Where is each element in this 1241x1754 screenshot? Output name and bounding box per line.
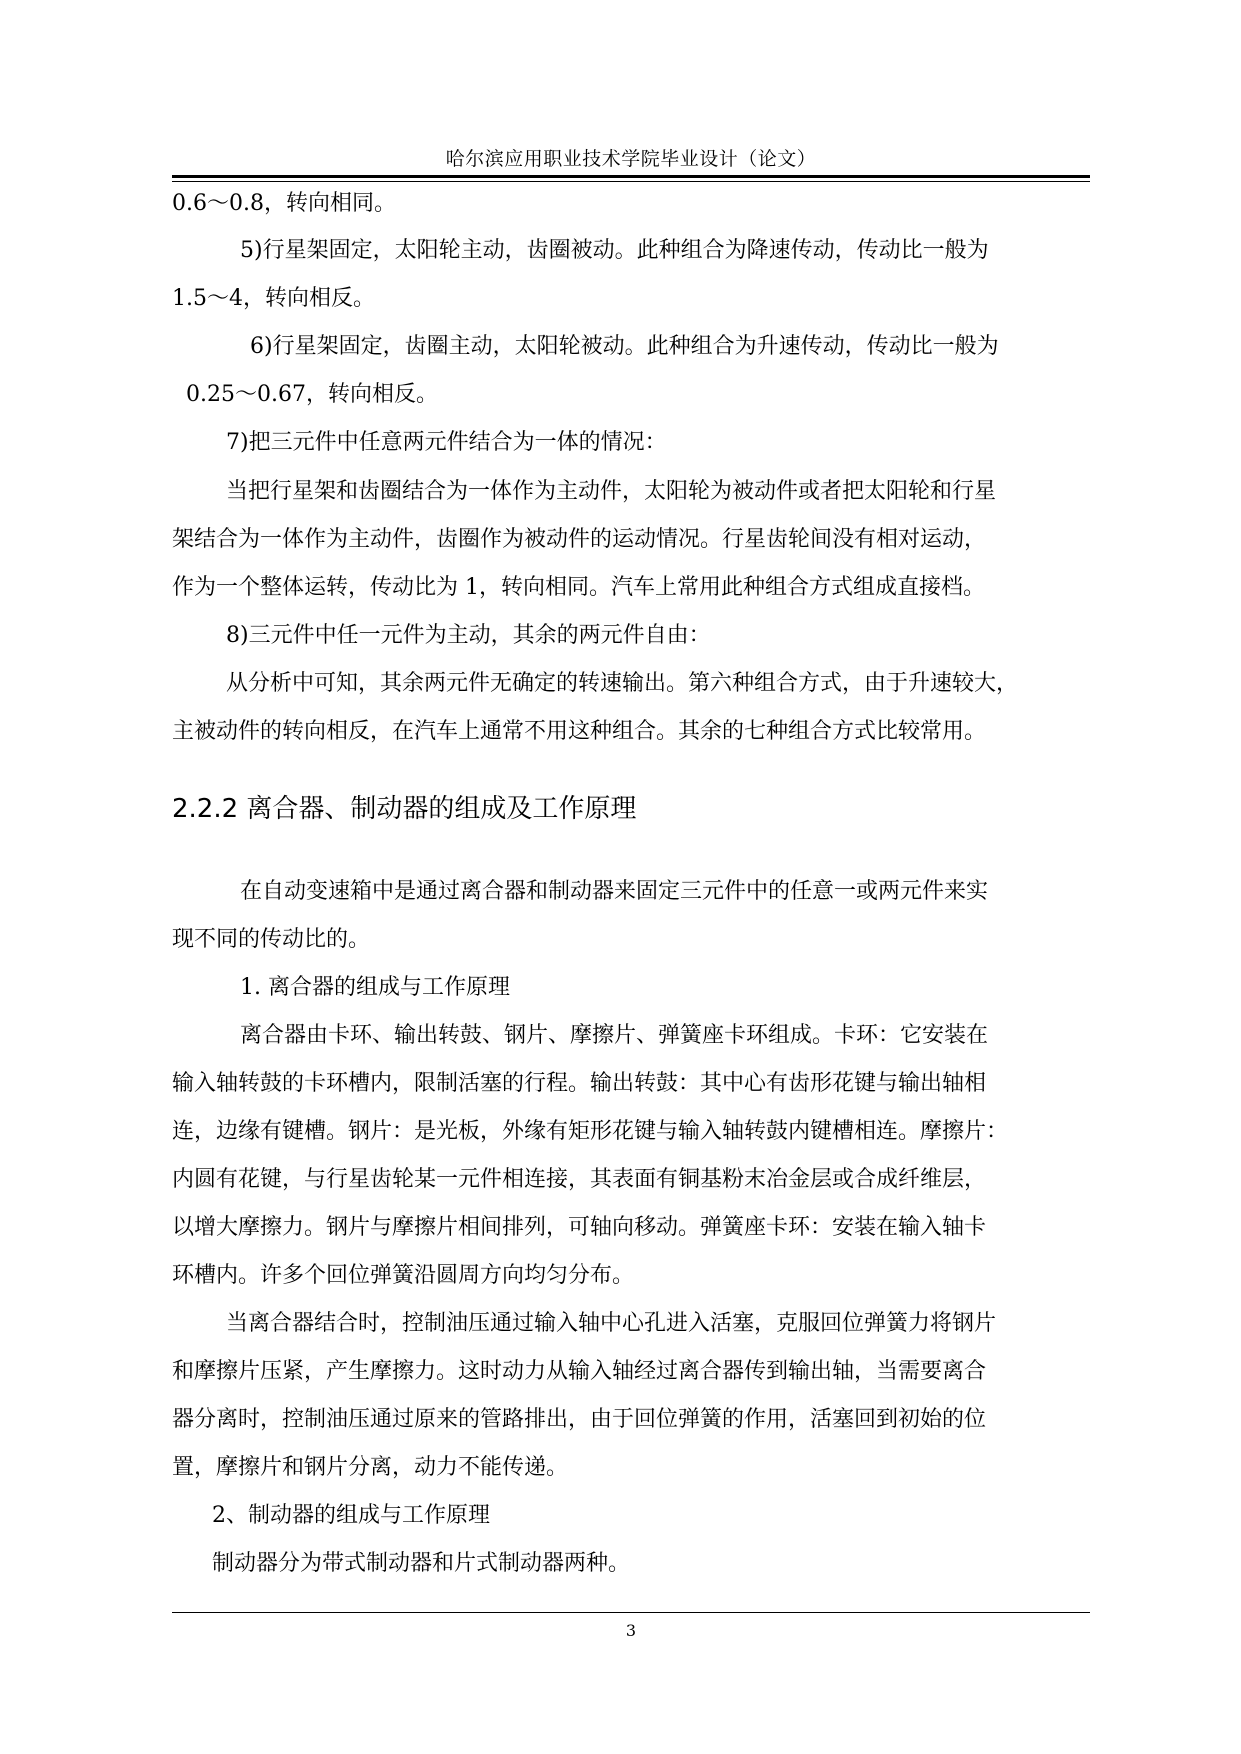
text-line: 环槽内。许多个回位弹簧沿圆周方向均匀分布。 bbox=[172, 1263, 635, 1288]
subsection-heading: 2、制动器的组成与工作原理 bbox=[212, 1503, 490, 1528]
text-line: 8)三元件中任一元件为主动，其余的两元件自由： bbox=[226, 623, 711, 648]
text-line: 器分离时，控制油压通过原来的管路排出，由于回位弹簧的作用，活塞回到初始的位 bbox=[172, 1407, 987, 1432]
text-line: 1.5～4，转向相反。 bbox=[172, 286, 375, 311]
text-line: 连，边缘有键槽。钢片：是光板，外缘有矩形花键与输入轴转鼓内键槽相连。摩擦片： bbox=[172, 1119, 1009, 1144]
text-line: 和摩擦片压紧，产生摩擦力。这时动力从输入轴经过离合器传到输出轴，当需要离合 bbox=[172, 1359, 987, 1384]
text-line: 主被动件的转向相反，在汽车上通常不用这种组合。其余的七种组合方式比较常用。 bbox=[172, 719, 987, 744]
page-number: 3 bbox=[625, 1621, 637, 1640]
header-rule bbox=[172, 175, 1090, 178]
text-line: 制动器分为带式制动器和片式制动器两种。 bbox=[212, 1551, 631, 1576]
header-rule-thin bbox=[172, 181, 1090, 182]
text-line: 现不同的传动比的。 bbox=[172, 927, 371, 952]
text-line: 以增大摩擦力。钢片与摩擦片相间排列，可轴向移动。弹簧座卡环：安装在输入轴卡 bbox=[172, 1215, 987, 1240]
text-line: 输入轴转鼓的卡环槽内，限制活塞的行程。输出转鼓：其中心有齿形花键与输出轴相 bbox=[172, 1071, 987, 1096]
text-line: 在自动变速箱中是通过离合器和制动器来固定三元件中的任意一或两元件来实 bbox=[240, 879, 989, 904]
text-line: 离合器由卡环、输出转鼓、钢片、摩擦片、弹簧座卡环组成。卡环：它安装在 bbox=[240, 1023, 989, 1048]
subsection-heading: 1. 离合器的组成与工作原理 bbox=[240, 975, 510, 1000]
text-line: 置，摩擦片和钢片分离，动力不能传递。 bbox=[172, 1455, 569, 1480]
text-line: 从分析中可知，其余两元件无确定的转速输出。第六种组合方式，由于升速较大， bbox=[226, 671, 1019, 696]
text-line: 架结合为一体作为主动件，齿圈作为被动件的运动情况。行星齿轮间没有相对运动， bbox=[172, 527, 987, 552]
text-line: 0.25～0.67，转向相反。 bbox=[186, 382, 438, 407]
text-line: 0.6～0.8，转向相同。 bbox=[172, 191, 396, 216]
text-line: 内圆有花键，与行星齿轮某一元件相连接，其表面有铜基粉末冶金层或合成纤维层， bbox=[172, 1167, 987, 1192]
section-heading: 2.2.2 离合器、制动器的组成及工作原理 bbox=[172, 794, 637, 824]
text-line: 7)把三元件中任意两元件结合为一体的情况： bbox=[226, 430, 667, 455]
page-header-title: 哈尔滨应用职业技术学院毕业设计（论文） bbox=[445, 148, 817, 170]
text-line: 5)行星架固定，太阳轮主动，齿圈被动。此种组合为降速传动，传动比一般为 bbox=[240, 238, 989, 263]
text-line: 当离合器结合时，控制油压通过输入轴中心孔进入活塞，克服回位弹簧力将钢片 bbox=[226, 1311, 997, 1336]
text-line: 作为一个整体运转，传动比为 1，转向相同。汽车上常用此种组合方式组成直接档。 bbox=[172, 575, 985, 600]
text-line: 6)行星架固定，齿圈主动，太阳轮被动。此种组合为升速传动，传动比一般为 bbox=[250, 334, 999, 359]
text-line: 当把行星架和齿圈结合为一体作为主动件，太阳轮为被动件或者把太阳轮和行星 bbox=[226, 479, 997, 504]
footer-rule bbox=[172, 1612, 1090, 1613]
